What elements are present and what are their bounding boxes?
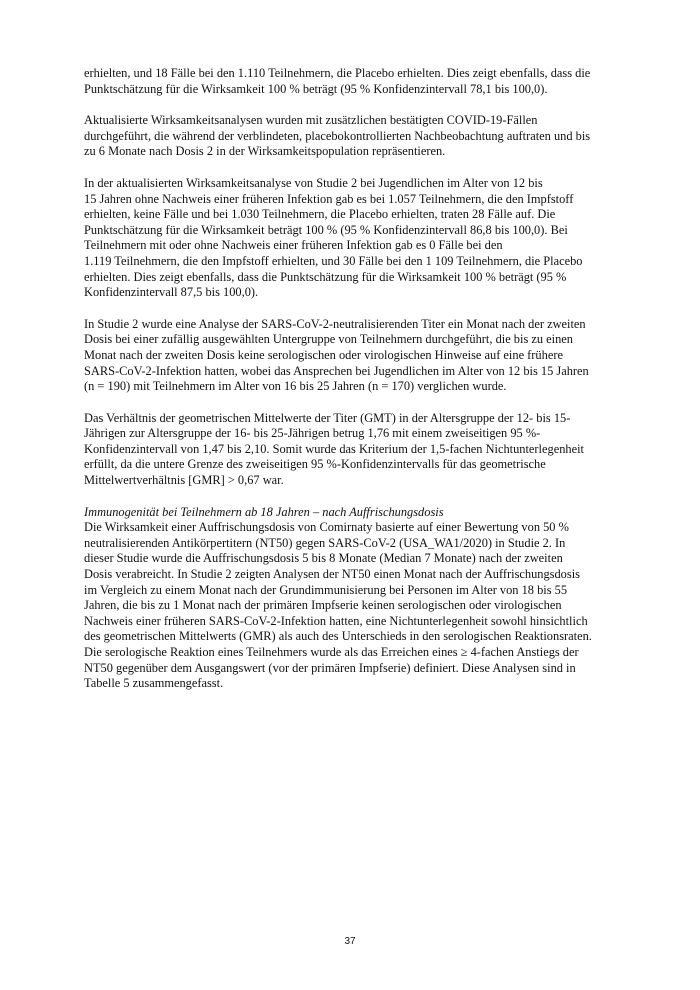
text-line: Mittelwertverhältnis [GMR] > 0,67 war. xyxy=(84,473,284,488)
text-line: Tabelle 5 zusammengefasst. xyxy=(84,676,224,691)
text-line: In Studie 2 wurde eine Analyse der SARS-CoV-2-neutralisierenden Titer ein Monat nach der zweiten xyxy=(84,316,586,331)
paragraph-efficacy-continuation xyxy=(84,66,624,97)
text-line: Konfidenzintervall 87,5 bis 100,0). xyxy=(84,285,259,300)
text-line: SARS-CoV-2-Infektion hatten, wobei das Ansprechen bei Jugendlichen im Alter von 12 bis 15 Jahren xyxy=(84,363,589,378)
paragraph-gmt-ratio xyxy=(84,411,624,489)
text-line: zu 6 Monate nach Dosis 2 in der Wirksamkeitspopulation repräsentieren. xyxy=(84,144,446,159)
text-line: dieser Studie wurde die Auffrischungsdosis 5 bis 8 Monate (Median 7 Monate) nach der zweiten xyxy=(84,551,563,566)
text-line: 15 Jahren ohne Nachweis einer früheren Infektion gab es bei 1.057 Teilnehmern, die den Impfstoff xyxy=(84,191,574,206)
section-heading: Immunogenität bei Teilnehmern ab 18 Jahren – nach Auffrischungsdosis xyxy=(84,504,444,519)
paragraph-updated-analyses xyxy=(84,113,624,160)
text-line: Jahren, die bis zu 1 Monat nach der primären Impfserie keinen serologischen oder virologischen xyxy=(84,598,562,613)
text-line: erhielten, keine Fälle und bei 1.030 Teilnehmern, die Placebo erhielten, traten 28 Fälle auf. Die xyxy=(84,207,556,222)
text-line: erhielten. Dies zeigt ebenfalls, dass die Punktschätzung für die Wirksamkeit 100 % beträgt (95 % xyxy=(84,269,567,284)
text-line: Das Verhältnis der geometrischen Mittelwerte der Titer (GMT) in der Altersgruppe der 12- bis 15- xyxy=(84,410,571,425)
section-booster-immunogenicity xyxy=(84,505,624,692)
text-line: Die serologische Reaktion eines Teilnehmers wurde als das Erreichen eines ≥ 4-fachen Anstiegs der xyxy=(84,645,579,659)
text-line: Konfidenzintervall von 1,47 bis 2,10. Somit wurde das Kriterium der 1,5-fachen Nichtunterlegenheit xyxy=(84,441,584,456)
text-line: Dosis bei einer zufällig ausgewählten Untergruppe von Teilnehmern durchgeführt, die bis zu einen xyxy=(84,332,573,347)
text-line: des geometrischen Mittelwerts (GMR) als auch des Unterschieds in den serologischen Reaktionsraten. xyxy=(84,629,592,644)
text-line: erhielten, und 18 Fälle bei den 1.110 Teilnehmern, die Placebo erhielten. Dies zeigt ebenfalls, dass die xyxy=(84,66,591,80)
text-line: In der aktualisierten Wirksamkeitsanalyse von Studie 2 bei Jugendlichen im Alter von 12 bis xyxy=(84,175,543,190)
text-line: durchgeführt, die während der verblindeten, placebokontrollierten Nachbeobachtung auftraten und bis xyxy=(84,128,591,143)
text-line: NT50 gegenüber dem Ausgangswert (vor der primären Impfserie) definiert. Diese Analysen sind in xyxy=(84,660,576,675)
text-line: Teilnehmern mit oder ohne Nachweis einer früheren Infektion gab es 0 Fälle bei den xyxy=(84,238,503,253)
text-line: neutralisierenden Antikörpertitern (NT50) gegen SARS-CoV-2 (USA_WA1/2020) in Studie 2. In xyxy=(84,535,566,550)
text-line: im Vergleich zu einem Monat nach der Grundimmunisierung bei Personen im Alter von 18 bis 55 xyxy=(84,582,568,597)
text-line: Dosis verabreicht. In Studie 2 zeigten Analysen der NT50 einen Monat nach der Auffrischungsdosis xyxy=(84,567,580,582)
paragraph-neutralizing-titers xyxy=(84,317,624,395)
text-line: erfüllt, da die untere Grenze des zweiseitigen 95 %-Konfidenzintervalls für das geometrische xyxy=(84,457,546,472)
text-line: Punktschätzung für die Wirksamkeit 100 % beträgt (95 % Konfidenzintervall 78,1 bis 100,0). xyxy=(84,81,548,96)
text-line: 1.119 Teilnehmern, die den Impfstoff erhielten, und 30 Fälle bei den 1 109 Teilnehmern, die Placebo xyxy=(84,253,583,268)
paragraph-adolescent-efficacy xyxy=(84,176,624,301)
text-line: Monat nach der zweiten Dosis keine serologischen oder virologischen Hinweise auf eine frühere xyxy=(84,347,563,362)
text-line: Die Wirksamkeit einer Auffrischungsdosis von Comirnaty basierte auf einer Bewertung von 50 % xyxy=(84,520,569,535)
text-line: Nachweis einer früheren SARS-CoV-2-Infektion hatten, eine Nichtunterlegenheit sowohl hinsichtlich xyxy=(84,613,588,628)
page-number: 37 xyxy=(344,936,356,947)
text-line: Punktschätzung für die Wirksamkeit beträgt 100 % (95 % Konfidenzintervall 86,8 bis 100,0). Bei xyxy=(84,222,568,237)
text-line: Aktualisierte Wirksamkeitsanalysen wurden mit zusätzlichen bestätigten COVID-19-Fällen xyxy=(84,113,538,128)
text-line: (n = 190) mit Teilnehmern im Alter von 16 bis 25 Jahren (n = 170) verglichen wurde. xyxy=(84,379,507,394)
text-line: Jährigen zur Altersgruppe der 16- bis 25-Jährigen betrug 1,76 mit einem zweiseitigen 95 %- xyxy=(84,426,541,441)
document-page xyxy=(84,66,624,708)
